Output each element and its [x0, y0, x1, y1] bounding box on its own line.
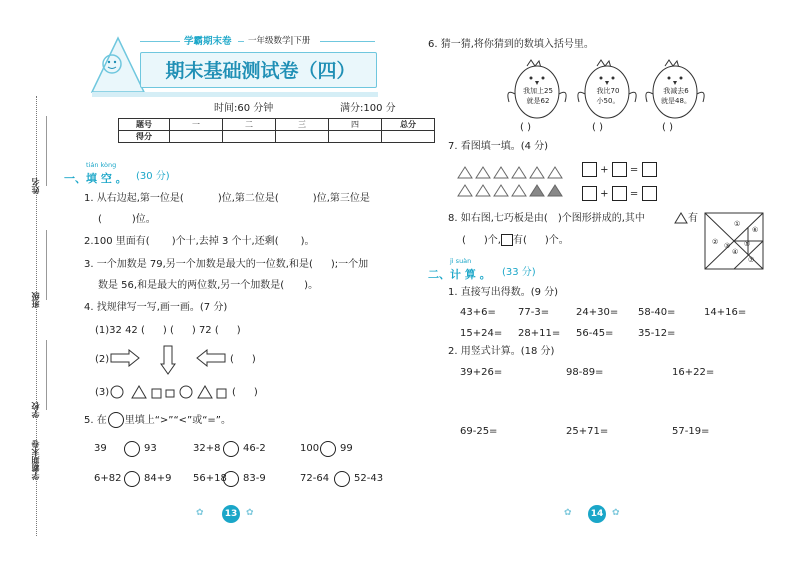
vertical-calc-item: 16+22= [672, 367, 715, 378]
tangram-label: ⑥ [752, 226, 759, 234]
q4-part2-answer [230, 353, 256, 367]
tangram-label: ④ [732, 248, 739, 256]
score-table-header: 题号 [119, 119, 170, 131]
vertical-calc-item: 57-19= [672, 426, 710, 437]
bow-left-icon: ✿ [564, 508, 572, 518]
cmp-5-left: 56+18 [193, 473, 227, 484]
score-table-header: 四 [329, 119, 382, 131]
q4-part3-answer [232, 386, 258, 400]
q5-text-a: 5. 在 [84, 415, 107, 426]
class-label: 班级 [31, 292, 40, 308]
q4-3-paren-open: ( [232, 387, 236, 398]
page-number-right: 14 [588, 505, 606, 523]
q1-text-a: 1. 从右边起,第一位是( [84, 193, 184, 204]
cmp-6-left: 72-64 [300, 473, 330, 484]
chick-3-line2: 就是48。 [661, 97, 691, 105]
calc-item: 56-45= [576, 328, 614, 339]
tangram-label: ① [734, 220, 741, 228]
shape-sequence [110, 383, 232, 401]
left-arrow-icon [196, 349, 226, 367]
q4-2-paren-close: ) [251, 354, 256, 365]
triangle-figure [456, 164, 568, 198]
chick-1-line1: 我加上25 [523, 87, 553, 95]
bow-left-icon: ✿ [196, 508, 204, 518]
right-arrow-icon [110, 349, 140, 367]
cmp-1-answer-circle[interactable] [124, 441, 140, 457]
question-8-cont [462, 234, 569, 248]
cmp-3-right: 99 [340, 443, 353, 454]
question-4: 4. 找规律写一写,画一画。(7 分) [84, 302, 228, 313]
full-score-label: 满分:100 分 [340, 103, 396, 114]
vertical-calc-item: 25+71= [566, 426, 609, 437]
page-title: 期末基础测试卷（四） [165, 60, 356, 82]
school-label: 学校 [31, 402, 40, 418]
name-write-line [46, 116, 47, 186]
q4-part1 [95, 324, 241, 338]
question-3 [84, 257, 368, 272]
calc-item: 35-12= [638, 328, 676, 339]
square-icon [501, 234, 513, 246]
q4-2-paren-open: ( [230, 354, 234, 365]
score-table-header: 三 [276, 119, 329, 131]
q8-text-e: )个, [483, 235, 501, 246]
q3-text-c: 数是 56,和是最大的两位数,另一个加数是( [98, 280, 285, 291]
cmp-6-answer-circle[interactable] [334, 471, 350, 487]
tangram-label: ③ [724, 242, 731, 250]
q3-text-a: 3. 一个加数是 79,另一个加数是最大的一位数,和是( [84, 259, 313, 270]
score-input-1[interactable] [170, 131, 223, 143]
q1-text-d: ( [98, 214, 102, 225]
calc-item: 43+6= [460, 307, 496, 318]
q3-text-b: );一个加 [330, 259, 369, 270]
chick-1-line2: 就是62 [526, 97, 550, 105]
down-arrow-icon [160, 345, 176, 375]
page-number-left: 13 [222, 505, 240, 523]
cmp-4-right: 84+9 [144, 473, 172, 484]
cmp-3-answer-circle[interactable] [320, 441, 336, 457]
answer-box[interactable] [642, 162, 657, 177]
q8-text-c: 有 [688, 213, 698, 224]
q4-3-paren-close: ) [253, 387, 258, 398]
calc-item: 14+16= [704, 307, 747, 318]
answer-box[interactable] [582, 162, 597, 177]
score-table-header: 二 [223, 119, 276, 131]
q4-1-a: (1)32 42 ( [95, 325, 145, 336]
school-write-line [46, 340, 47, 410]
cmp-6-right: 52-43 [354, 473, 384, 484]
cmp-1-left: 39 [94, 443, 107, 454]
question-1-cont [98, 212, 156, 227]
tangram-label: ⑦ [748, 256, 755, 264]
cmp-2-answer-circle[interactable] [223, 441, 239, 457]
cmp-5-answer-circle[interactable] [223, 471, 239, 487]
calc-q1: 1. 直接写出得数。(9 分) [448, 287, 559, 298]
bow-right-icon: ✿ [246, 508, 254, 518]
chick-1-text [522, 86, 554, 106]
tangram-label: ⑤ [744, 240, 751, 248]
vertical-calc-item: 98-89= [566, 367, 604, 378]
chick-3-answer[interactable]: ( ) [662, 122, 673, 133]
calc-q2: 2. 用竖式计算。(18 分) [448, 346, 555, 357]
answer-box[interactable] [642, 186, 657, 201]
score-table [118, 118, 435, 143]
q2-text-a: 2.100 里面有( [84, 236, 150, 247]
equation-1: + = [582, 162, 657, 178]
q2-text-b: )个十,去掉 3 个十,还剩( [171, 236, 279, 247]
chick-2-answer[interactable]: ( ) [592, 122, 603, 133]
score-table-cell: 得分 [119, 131, 170, 143]
question-7: 7. 看图填一填。(4 分) [448, 141, 549, 152]
cmp-2-right: 46-2 [243, 443, 266, 454]
class-write-line [46, 230, 47, 300]
calc-item: 58-40= [638, 307, 676, 318]
answer-box[interactable] [612, 186, 627, 201]
q2-text-c: )。 [300, 236, 315, 247]
q4-part3-label: (3) [95, 387, 110, 398]
cmp-4-left: 6+82 [94, 473, 122, 484]
answer-box[interactable] [582, 186, 597, 201]
q1-text-b: )位,第二位是( [217, 193, 279, 204]
brand-vertical: 学霸期末卷 [31, 440, 40, 480]
q8-text-d: ( [462, 235, 466, 246]
cmp-2-left: 32+8 [193, 443, 221, 454]
section2-title: 二、计 算 。 [428, 268, 491, 281]
cmp-3-left: 100 [300, 443, 320, 454]
calc-item: 15+24= [460, 328, 503, 339]
question-3-cont [98, 278, 318, 293]
header-rule-mid [238, 41, 244, 42]
vertical-calc-item: 39+26= [460, 367, 503, 378]
question-2 [84, 234, 315, 249]
score-input-4[interactable] [329, 131, 382, 143]
q4-1-d: ) [236, 325, 241, 336]
question-8 [448, 212, 645, 226]
q1-text-e: )位。 [131, 214, 156, 225]
name-label: 姓名 [31, 178, 40, 194]
chick-3-text [660, 86, 692, 106]
q8-text-g: )个。 [544, 235, 569, 246]
score-input-3[interactable] [276, 131, 329, 143]
cmp-4-answer-circle[interactable] [124, 471, 140, 487]
triangle-icon [674, 212, 688, 224]
section2-points: (33 分) [502, 267, 536, 278]
calc-item: 24+30= [576, 307, 619, 318]
time-label: 时间:60 分钟 [214, 103, 274, 114]
q4-1-c: ) 72 ( [191, 325, 219, 336]
cmp-1-right: 93 [144, 443, 157, 454]
q3-text-d: )。 [304, 280, 319, 291]
answer-box[interactable] [612, 162, 627, 177]
brand-label: 学霸期末卷 [184, 36, 232, 47]
question-1 [84, 191, 370, 206]
q4-1-b: ) ( [162, 325, 174, 336]
section2-pinyin: jì suàn [450, 257, 472, 265]
grade-label: 一年级数学|下册 [248, 36, 311, 46]
question-6: 6. 猜一猜,将你猜到的数填入括号里。 [428, 39, 594, 50]
q8-text-a: 8. 如右图,七巧板是由( [448, 213, 548, 224]
chick-1-answer[interactable]: ( ) [520, 122, 531, 133]
question-5 [84, 412, 231, 428]
section1-title: 一、填 空 。 [64, 172, 127, 185]
bow-right-icon: ✿ [612, 508, 620, 518]
circle-icon [108, 412, 124, 428]
calc-item: 28+11= [518, 328, 561, 339]
section1-pinyin: tián kòng [86, 161, 117, 169]
chick-2-text [592, 86, 624, 106]
tangram-label: ② [712, 238, 719, 246]
score-table-header: 总分 [382, 119, 435, 131]
equation-2: + = [582, 186, 657, 202]
score-input-2[interactable] [223, 131, 276, 143]
q1-text-c: )位,第三位是 [312, 193, 370, 204]
q8-text-b: )个图形拼成的,其中 [557, 213, 645, 224]
chick-2-line2: 小50。 [596, 97, 620, 105]
section1-points: (30 分) [136, 171, 170, 182]
vertical-calc-item: 69-25= [460, 426, 498, 437]
q5-text-b: 里填上“>”“<”或“=”。 [124, 415, 231, 426]
ruler-triangle-icon [88, 34, 148, 96]
q8-text-f: 有( [513, 235, 527, 246]
header-rule-right [320, 41, 375, 42]
q4-part2-label: (2) [95, 354, 110, 365]
score-input-total[interactable] [382, 131, 435, 143]
header-rule-left [140, 41, 180, 42]
tangram-labels [708, 216, 764, 270]
score-table-header: 一 [170, 119, 223, 131]
title-shadow [92, 92, 378, 97]
chick-2-line1: 我比70 [596, 87, 620, 95]
cmp-5-right: 83-9 [243, 473, 266, 484]
calc-item: 77-3= [518, 307, 550, 318]
chick-3-line1: 我减去6 [663, 87, 689, 95]
